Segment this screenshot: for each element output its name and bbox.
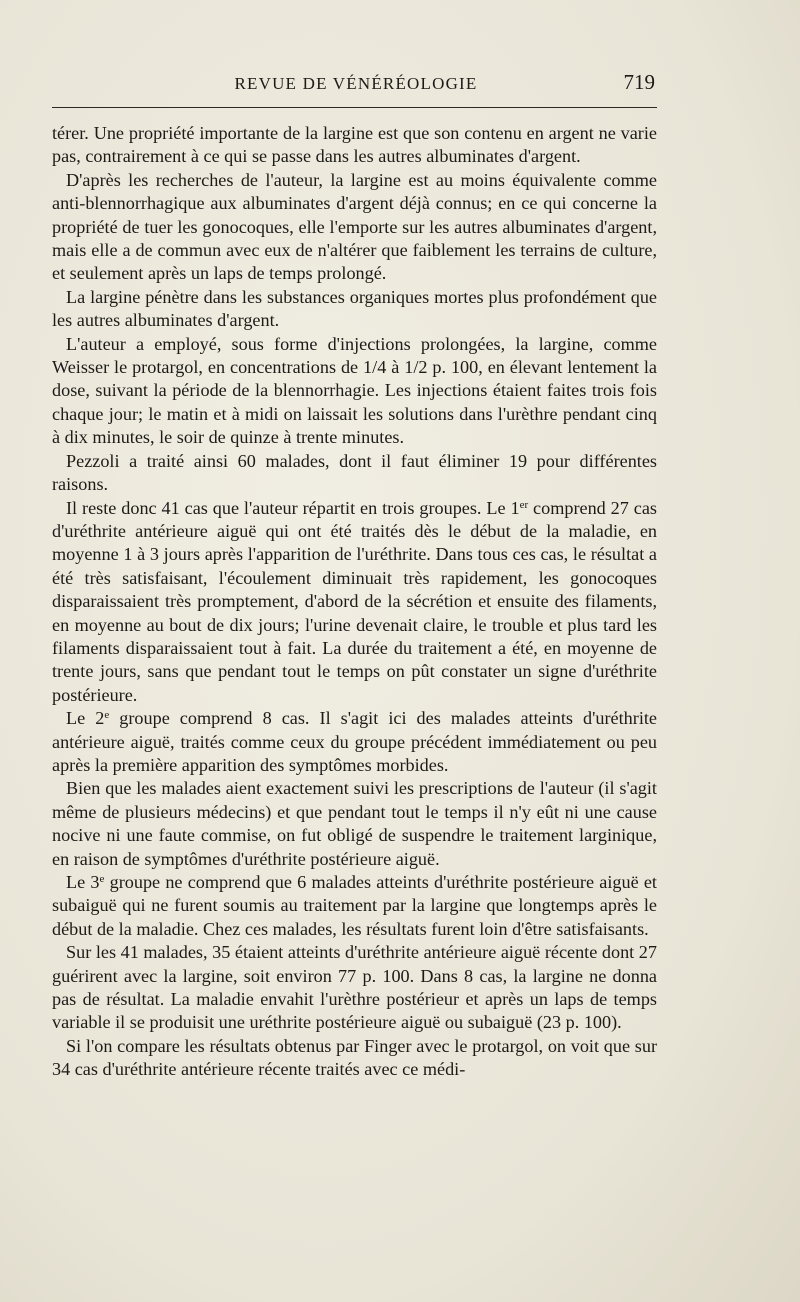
paragraph-2: D'après les recherches de l'auteur, la largine est au moins équivalente comme anti-blennorrhagique aux albuminates d'argent déjà connus; en ce qui concerne la propriété de tuer les gonocoques, elle l'emporte sur les autres albuminates d'argent, mais elle a de commun avec eux de n'altérer que faiblement les terrains de culture, et seulement après un laps de temps prolongé. xyxy=(52,169,657,284)
header-rule xyxy=(52,107,657,108)
running-title: REVUE DE VÉNÉRÉOLOGIE xyxy=(234,74,478,93)
ordinal-superscript: er xyxy=(519,498,529,511)
paragraph-8: Bien que les malades aient exactement suivi les prescriptions de l'auteur (il s'agit même de plusieurs médecins) et que pendant tout le temps il n'y eût ni une cause nocive ni une faute commise, on fut obligé de suspendre le traitement larginique, en raison de symptômes d'uréthrite postérieure aiguë. xyxy=(52,778,657,869)
paragraph-7 xyxy=(52,707,657,777)
paragraph-9 xyxy=(52,871,657,941)
page-number: 719 xyxy=(623,70,655,94)
paragraph-6 xyxy=(52,497,657,708)
ordinal-superscript: e xyxy=(104,709,110,722)
paragraph-6-rest: comprend 27 cas d'uréthrite antérieure aiguë qui ont été traités dès le début de la maladie, en moyenne 1 à 3 jours après l'apparition de l'uréthrite. Dans tous ces cas, le résultat a été très satisfaisant, l'écoulement diminuait très rapidement, les gonocoques disparaissaient très promptement, d'abord de la sécrétion et ensuite des filaments, en moyenne au bout de dix jours; l'urine devenait claire, le trouble et plus tard les filaments disparaissaient tout à fait. La durée du traitement a été, en moyenne de trente jours, sans que pendant tout le temps on pût constater un signe d'uréthrite postérieure. xyxy=(52,497,658,705)
paragraph-6-start: Il reste donc 41 cas que l'auteur répartit en trois groupes. Le 1 xyxy=(66,497,520,518)
ordinal-superscript: e xyxy=(99,873,105,885)
paragraph-4: L'auteur a employé, sous forme d'injections prolongées, la largine, comme Weisser le protargol, en concentrations de 1/4 à 1/2 p. 100, en élevant lentement la dose, suivant la période de la blennorrhagie. Les injections étaient faites trois fois chaque jour; le matin et à midi on laissait les solutions dans l'urèthre pendant cinq à dix minutes, le soir de quinze à trente minutes. xyxy=(52,333,657,448)
paragraph-7-start: Le 2 xyxy=(66,708,105,729)
paragraph-9-start: Le 3 xyxy=(66,872,100,892)
paragraph-5: Pezzoli a traité ainsi 60 malades, dont il faut éliminer 19 pour différentes raisons. xyxy=(52,450,657,495)
body-text xyxy=(52,122,657,1082)
paragraph-3: La largine pénètre dans les substances organiques mortes plus profondément que les autres albuminates d'argent. xyxy=(52,286,657,331)
paragraph-10: Sur les 41 malades, 35 étaient atteints d'uréthrite antérieure aiguë récente dont 27 guérirent avec la largine, soit environ 77 p. 100. Dans 8 cas, la largine ne donna pas de résultat. La maladie envahit l'urèthre postérieur et après un laps de temps variable il se produisit une uréthrite postérieure aiguë ou subaiguë (23 p. 100). xyxy=(52,942,657,1033)
paragraph-1: térer. Une propriété importante de la largine est que son contenu en argent ne varie pas, contrairement à ce qui se passe dans les autres albuminates d'argent. xyxy=(52,123,657,167)
page-header xyxy=(55,70,657,100)
paragraph-11: Si l'on compare les résultats obtenus par Finger avec le protargol, on voit que sur 34 cas d'uréthrite antérieure récente traités avec ce médi- xyxy=(52,1035,657,1080)
paragraph-7-rest: groupe comprend 8 cas. Il s'agit ici des malades atteints d'uréthrite antérieure aiguë, traités comme ceux du groupe précédent immédiatement ou peu après la première apparition des symptômes morbides. xyxy=(52,708,658,775)
paragraph-9-rest: groupe ne comprend que 6 malades atteints d'uréthrite postérieure aiguë et subaiguë qui ne furent soumis au traitement par la largine que longtemps après le début de la maladie. Chez ces malades, les résultats furent loin d'être satisfaisants. xyxy=(52,872,657,939)
